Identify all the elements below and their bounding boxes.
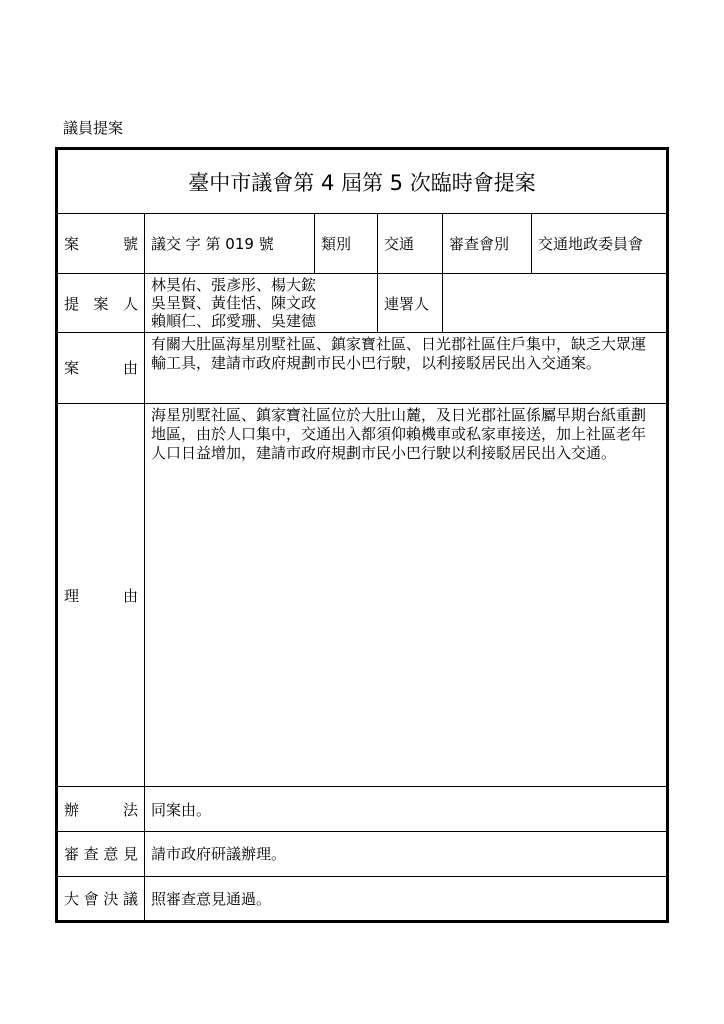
label-char: 由 [122,359,138,378]
case-number-label [57,214,145,274]
label-char: 法 [122,800,138,819]
document-header-label: 議員提案 [63,119,124,137]
proposer-line: 賴順仁、邱愛珊、吳建德 [151,312,317,331]
case-number-value: 議交 字 第 019 號 [145,214,315,274]
reason-text: 海星別墅社區、鎮家寶社區位於大肚山麓，及日光郡社區係屬早期台紙重劃地區，由於人口集中，交通出入都須仰賴機車或私家車接送，加上社區老年人口日益增加，建請市政府規劃市民小巴行駛以利接駁居民出入交通。 [145,403,668,786]
proposer-label [57,274,145,332]
label-char: 案 [64,235,80,254]
reason-row [57,403,668,786]
proposal-form-table [55,147,669,923]
title-row [57,149,668,214]
resolution-text: 照審查意見通過。 [145,876,668,921]
form-title: 臺中市議會第 4 屆第 5 次臨時會提案 [57,149,668,214]
label-char: 人 [122,294,138,313]
method-row [57,787,668,831]
resolution-label [57,876,145,921]
label-char: 決 [103,889,119,908]
review-text: 請市政府研議辦理。 [145,831,668,876]
category-value: 交通 [378,214,443,274]
method-text: 同案由。 [145,787,668,831]
label-char: 辦 [64,800,80,819]
label-char: 大 [64,889,80,908]
committee-label: 審查會別 [443,214,532,274]
label-char: 提 [64,294,80,313]
label-char: 見 [122,845,138,864]
reason-label [57,403,145,786]
label-char: 查 [83,845,99,864]
label-char: 意 [103,845,119,864]
method-label [57,787,145,831]
review-label [57,831,145,876]
label-char: 案 [93,294,109,313]
category-label: 類別 [315,214,378,274]
subject-text: 有關大肚區海星別墅社區、鎮家寶社區、日光郡社區住戶集中，缺乏大眾運輸工具，建請市政府規劃市民小巴行駛，以利接駁居民出入交通案。 [145,332,668,403]
cosigner-value [443,274,668,332]
label-char: 號 [122,235,138,254]
proposer-names [145,274,378,332]
resolution-row [57,876,668,921]
label-char: 審 [64,845,80,864]
label-char: 理 [64,586,80,605]
proposer-row [57,274,668,332]
committee-value: 交通地政委員會 [532,214,668,274]
subject-row [57,332,668,403]
case-number-row [57,214,668,274]
subject-label [57,332,145,403]
cosigner-label: 連署人 [378,274,443,332]
label-char: 會 [83,889,99,908]
label-char: 由 [122,586,138,605]
review-row [57,831,668,876]
label-char: 案 [64,359,80,378]
label-char: 議 [122,889,138,908]
proposer-line: 林昊佑、張彥彤、楊大鋐 [151,276,317,295]
proposer-line: 吳呈賢、黃佳恬、陳文政 [151,294,317,313]
